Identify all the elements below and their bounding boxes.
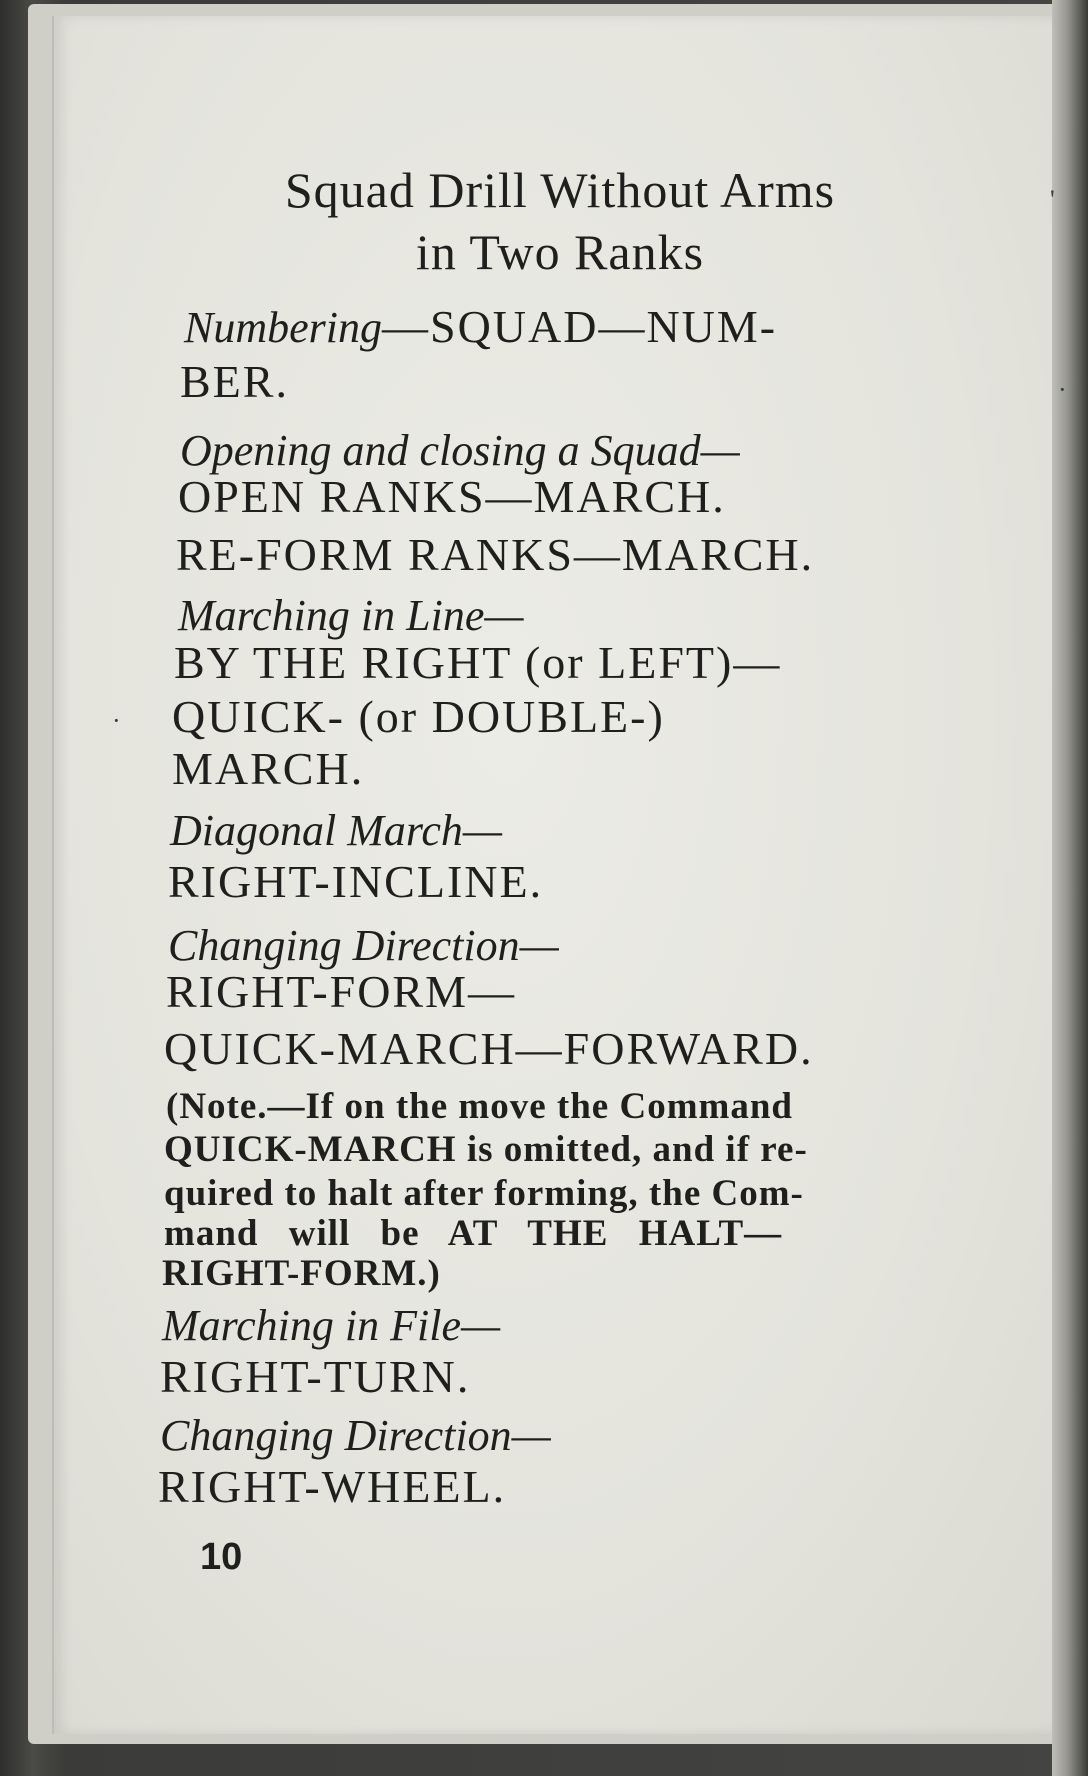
command-text: RE-FORM RANKS—MARCH. [176, 529, 815, 580]
note-line: RIGHT-FORM.) [162, 1253, 441, 1294]
section-heading: Changing Direction— [168, 921, 559, 970]
section-heading: Opening and closing a Squad— [180, 426, 740, 475]
command-text: QUICK- (or DOUBLE-) [172, 691, 665, 742]
command-text: RIGHT-WHEEL. [158, 1461, 507, 1512]
note-line: QUICK-MARCH is omitted, and if re- [164, 1129, 808, 1170]
command-text: BY THE RIGHT (or LEFT)— [174, 637, 782, 688]
page-speck: ' [1050, 185, 1055, 214]
heading-dash: — [382, 301, 430, 352]
page-speck: · [112, 706, 121, 735]
page-number: 10 [200, 1536, 243, 1578]
section-heading: Changing Direction— [160, 1411, 551, 1460]
note-line: mand will be AT THE HALT— [164, 1213, 783, 1254]
command-text: OPEN RANKS—MARCH. [178, 471, 726, 522]
command-text: RIGHT-INCLINE. [168, 856, 544, 907]
note-line: quired to halt after forming, the Com- [164, 1173, 804, 1214]
section-heading: Diagonal March— [170, 806, 503, 855]
command-text: QUICK-MARCH—FORWARD. [164, 1023, 814, 1074]
page-title-line-2: in Two Ranks [415, 224, 705, 280]
command-text: BER. [180, 356, 289, 407]
page-speck: · [1058, 375, 1067, 404]
section-heading: Marching in File— [162, 1301, 501, 1350]
command-text: RIGHT-TURN. [160, 1351, 471, 1402]
page-title-line-1: Squad Drill Without Arms [284, 162, 836, 218]
section-heading: Marching in Line— [178, 591, 524, 640]
command-text: SQUAD—NUM- [430, 301, 778, 352]
note-line: (Note.—If on the move the Command [166, 1086, 793, 1127]
section-heading: Numbering [184, 303, 382, 352]
command-text: RIGHT-FORM— [166, 966, 517, 1017]
section-numbering [184, 300, 777, 353]
command-text: MARCH. [172, 743, 365, 794]
